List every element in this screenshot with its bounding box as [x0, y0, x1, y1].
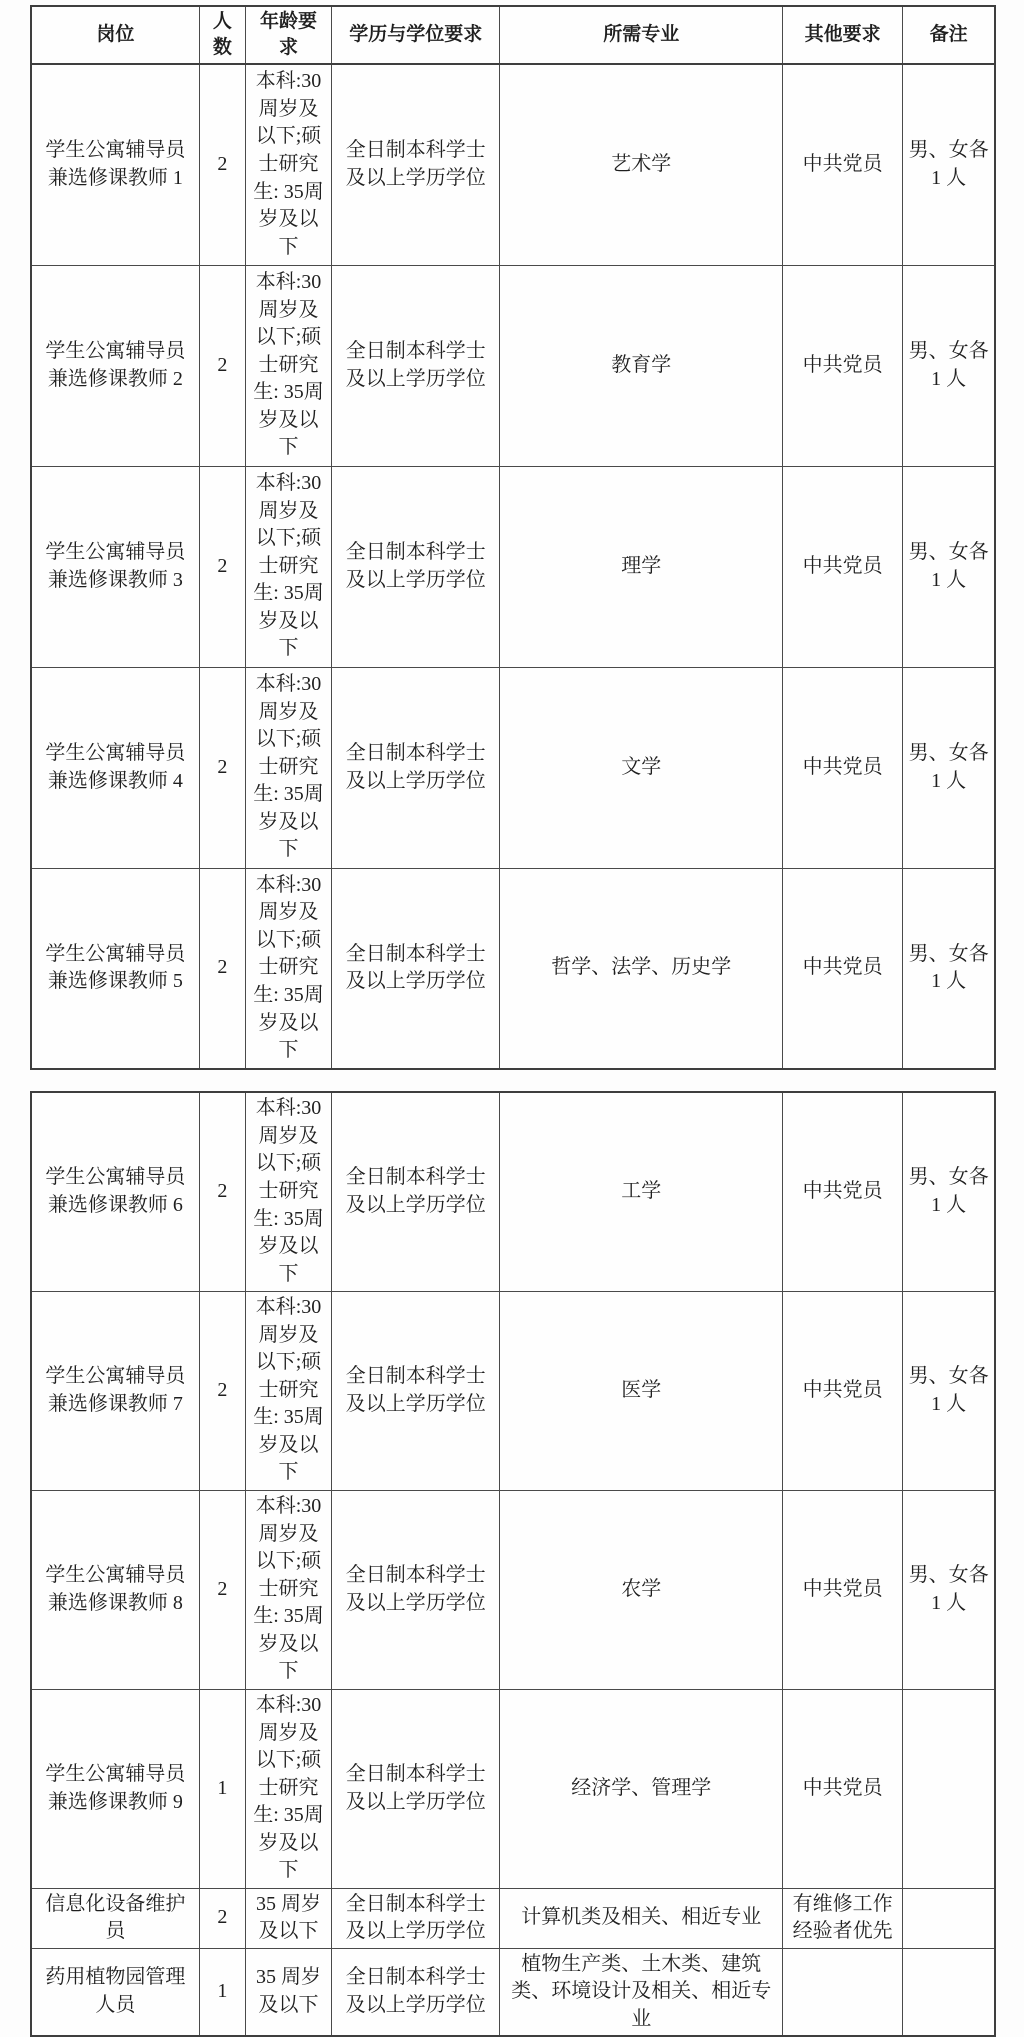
cell-age: 35 周岁及以下	[245, 1948, 331, 2036]
cell-other: 中共党员	[783, 868, 903, 1069]
cell-major: 文学	[500, 667, 783, 868]
table-row	[31, 1490, 995, 1689]
cell-education: 全日制本科学士及以上学历学位	[332, 64, 500, 265]
table-row	[31, 1092, 995, 1291]
header-cell-education: 学历与学位要求	[332, 6, 500, 64]
cell-education: 全日制本科学士及以上学历学位	[332, 466, 500, 667]
cell-other: 中共党员	[783, 1291, 903, 1490]
cell-education: 全日制本科学士及以上学历学位	[332, 1689, 500, 1888]
cell-position: 学生公寓辅导员兼选修课教师 3	[31, 466, 199, 667]
table-row	[31, 64, 995, 265]
cell-major: 经济学、管理学	[500, 1689, 783, 1888]
cell-note	[903, 1689, 995, 1888]
cell-count: 2	[199, 1092, 245, 1291]
cell-note: 男、女各 1 人	[903, 64, 995, 265]
header-cell-major: 所需专业	[500, 6, 783, 64]
recruitment-table-lower	[30, 1091, 996, 2037]
cell-note: 男、女各 1 人	[903, 1490, 995, 1689]
cell-count: 2	[199, 1291, 245, 1490]
cell-count: 1	[199, 1689, 245, 1888]
table-body-upper	[31, 64, 995, 1069]
cell-count: 2	[199, 1888, 245, 1948]
table-row	[31, 667, 995, 868]
cell-major: 教育学	[500, 265, 783, 466]
cell-age: 本科:30周岁及以下;硕士研究生: 35周岁及以下	[245, 466, 331, 667]
cell-count: 1	[199, 1948, 245, 2036]
cell-position: 学生公寓辅导员兼选修课教师 6	[31, 1092, 199, 1291]
cell-age: 本科:30周岁及以下;硕士研究生: 35周岁及以下	[245, 1490, 331, 1689]
table-row	[31, 1689, 995, 1888]
cell-major: 哲学、法学、历史学	[500, 868, 783, 1069]
table-row	[31, 1291, 995, 1490]
cell-position: 学生公寓辅导员兼选修课教师 5	[31, 868, 199, 1069]
cell-education: 全日制本科学士及以上学历学位	[332, 1092, 500, 1291]
table-row	[31, 868, 995, 1069]
cell-major: 理学	[500, 466, 783, 667]
cell-major: 工学	[500, 1092, 783, 1291]
cell-major: 艺术学	[500, 64, 783, 265]
cell-note	[903, 1948, 995, 2036]
cell-major: 医学	[500, 1291, 783, 1490]
header-cell-age: 年龄要求	[245, 6, 331, 64]
cell-education: 全日制本科学士及以上学历学位	[332, 1948, 500, 2036]
cell-count: 2	[199, 1490, 245, 1689]
header-cell-position: 岗位	[31, 6, 199, 64]
cell-age: 本科:30周岁及以下;硕士研究生: 35周岁及以下	[245, 1689, 331, 1888]
cell-position: 学生公寓辅导员兼选修课教师 4	[31, 667, 199, 868]
cell-position: 学生公寓辅导员兼选修课教师 8	[31, 1490, 199, 1689]
cell-education: 全日制本科学士及以上学历学位	[332, 265, 500, 466]
cell-major: 农学	[500, 1490, 783, 1689]
cell-position: 学生公寓辅导员兼选修课教师 7	[31, 1291, 199, 1490]
cell-count: 2	[199, 265, 245, 466]
recruitment-table-upper	[30, 5, 996, 1070]
table-row	[31, 466, 995, 667]
header-cell-count: 人数	[199, 6, 245, 64]
cell-age: 本科:30周岁及以下;硕士研究生: 35周岁及以下	[245, 1092, 331, 1291]
cell-age: 本科:30周岁及以下;硕士研究生: 35周岁及以下	[245, 1291, 331, 1490]
cell-education: 全日制本科学士及以上学历学位	[332, 1490, 500, 1689]
cell-education: 全日制本科学士及以上学历学位	[332, 868, 500, 1069]
table-body-lower	[31, 1092, 995, 2036]
cell-other: 中共党员	[783, 1490, 903, 1689]
cell-note	[903, 1888, 995, 1948]
cell-education: 全日制本科学士及以上学历学位	[332, 1888, 500, 1948]
cell-other: 中共党员	[783, 1092, 903, 1291]
cell-note: 男、女各 1 人	[903, 868, 995, 1069]
cell-note: 男、女各 1 人	[903, 265, 995, 466]
cell-other: 中共党员	[783, 667, 903, 868]
header-cell-note: 备注	[903, 6, 995, 64]
cell-age: 本科:30周岁及以下;硕士研究生: 35周岁及以下	[245, 265, 331, 466]
table-row	[31, 1888, 995, 1948]
cell-position: 信息化设备维护员	[31, 1888, 199, 1948]
header-row	[31, 6, 995, 64]
cell-age: 35 周岁及以下	[245, 1888, 331, 1948]
cell-other: 中共党员	[783, 64, 903, 265]
cell-position: 学生公寓辅导员兼选修课教师 2	[31, 265, 199, 466]
cell-major: 植物生产类、土木类、建筑类、环境设计及相关、相近专业	[500, 1948, 783, 2036]
cell-age: 本科:30周岁及以下;硕士研究生: 35周岁及以下	[245, 64, 331, 265]
cell-education: 全日制本科学士及以上学历学位	[332, 1291, 500, 1490]
cell-other: 中共党员	[783, 466, 903, 667]
cell-position: 学生公寓辅导员兼选修课教师 1	[31, 64, 199, 265]
cell-count: 2	[199, 64, 245, 265]
cell-note: 男、女各 1 人	[903, 667, 995, 868]
cell-other	[783, 1948, 903, 2036]
cell-other: 有维修工作经验者优先	[783, 1888, 903, 1948]
cell-other: 中共党员	[783, 265, 903, 466]
cell-major: 计算机类及相关、相近专业	[500, 1888, 783, 1948]
cell-note: 男、女各 1 人	[903, 1291, 995, 1490]
table-row	[31, 1948, 995, 2036]
header-cell-other: 其他要求	[783, 6, 903, 64]
cell-note: 男、女各 1 人	[903, 1092, 995, 1291]
cell-position: 学生公寓辅导员兼选修课教师 9	[31, 1689, 199, 1888]
cell-education: 全日制本科学士及以上学历学位	[332, 667, 500, 868]
cell-age: 本科:30周岁及以下;硕士研究生: 35周岁及以下	[245, 667, 331, 868]
cell-position: 药用植物园管理人员	[31, 1948, 199, 2036]
table-row	[31, 265, 995, 466]
cell-other: 中共党员	[783, 1689, 903, 1888]
cell-count: 2	[199, 667, 245, 868]
cell-count: 2	[199, 466, 245, 667]
cell-age: 本科:30周岁及以下;硕士研究生: 35周岁及以下	[245, 868, 331, 1069]
cell-count: 2	[199, 868, 245, 1069]
cell-note: 男、女各 1 人	[903, 466, 995, 667]
